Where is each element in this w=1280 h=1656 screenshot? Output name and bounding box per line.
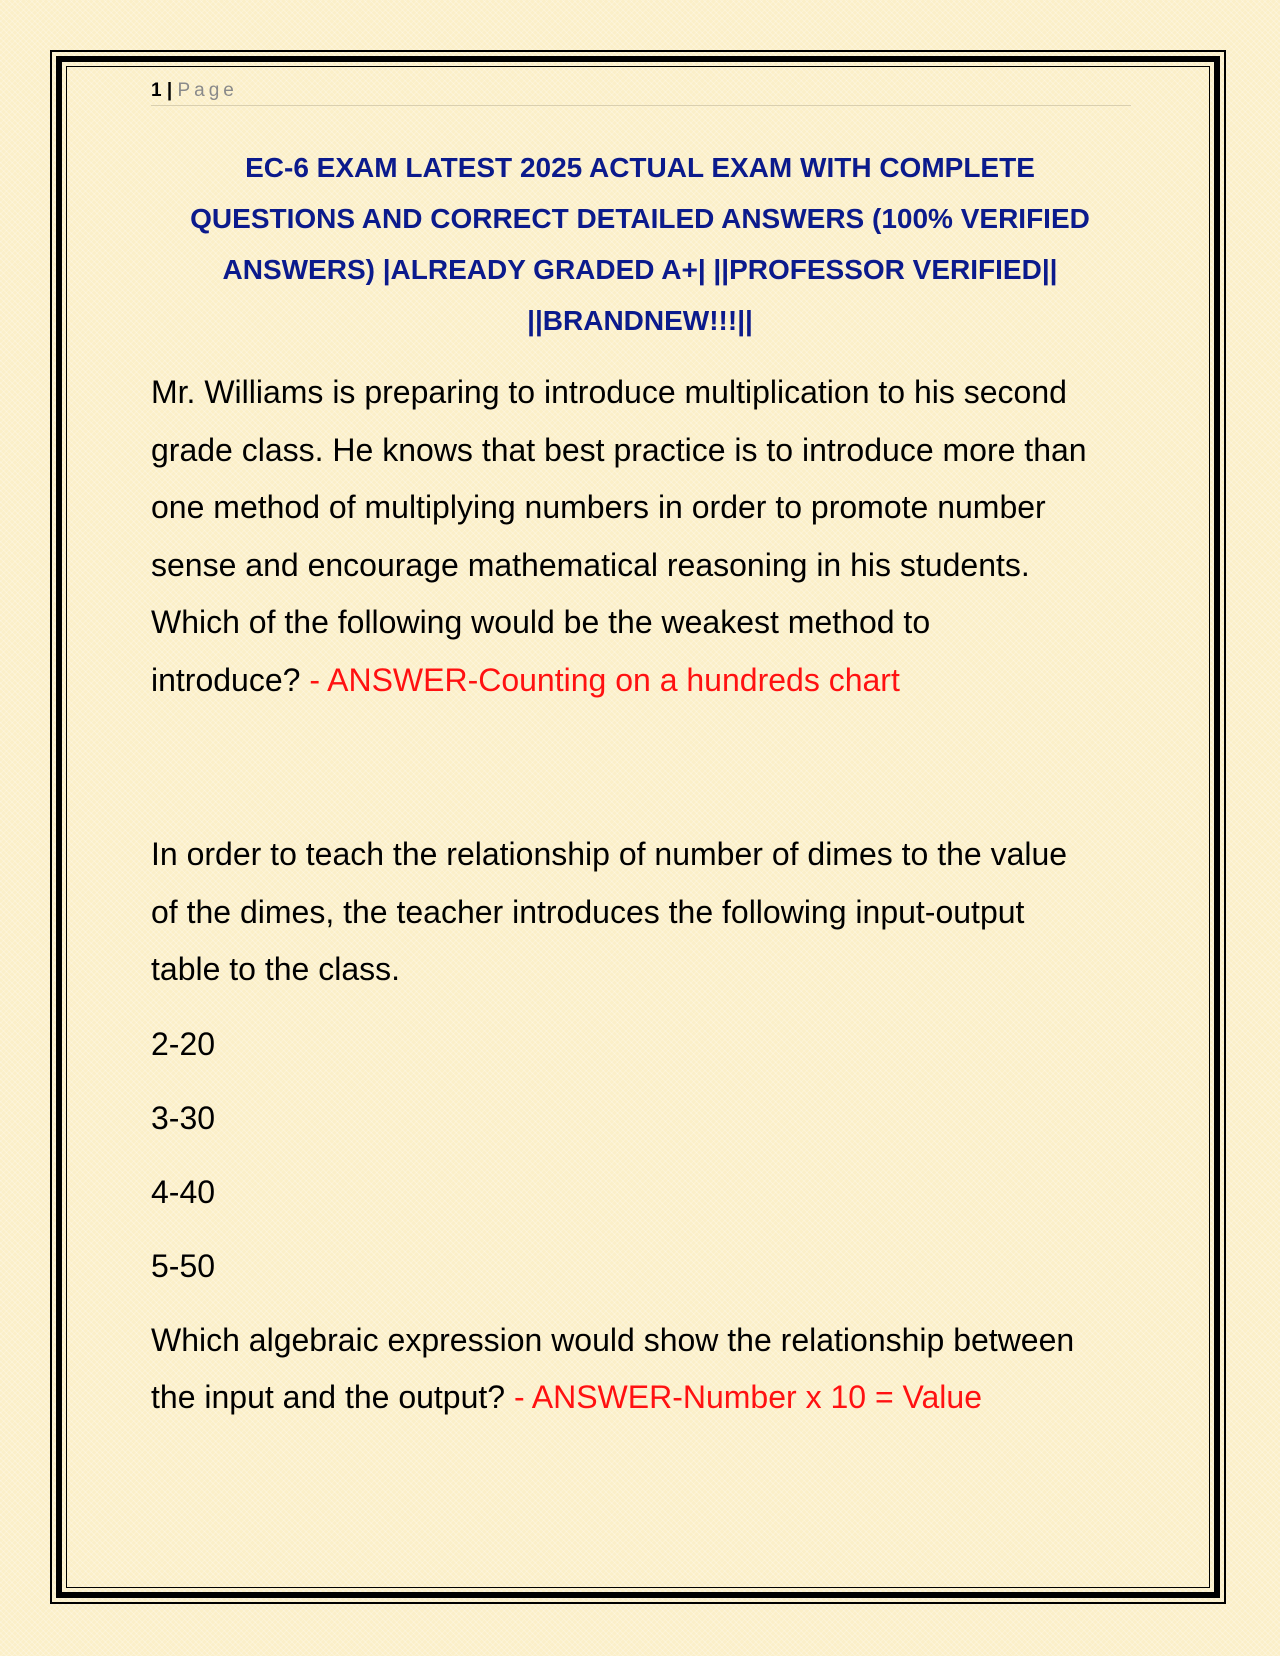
question-1-line: grade class. He knows that best practice is to introduce more than [151,431,1087,468]
title-line: QUESTIONS AND CORRECT DETAILED ANSWERS (100% VERIFIED [190,203,1090,234]
question-2-intro-line: of the dimes, the teacher introduces the following input-output [151,893,1025,930]
question-2-intro-line: table to the class. [151,951,401,987]
question-2 [151,826,1141,1427]
document-title [150,142,1130,346]
page-separator: | [166,80,173,101]
table-row: 3-30 [151,1099,216,1136]
question-2-intro-line: In order to teach the relationship of number of dimes to the value [151,836,1068,872]
page-header [151,79,1131,106]
question-2-line: Which algebraic expression would show the relationship between [151,1321,1075,1358]
document-body [151,364,1141,1427]
question-2-answer: - ANSWER-Number x 10 = Value [505,1379,982,1415]
page-number: 1 [151,80,162,101]
table-row: 4-40 [151,1173,216,1210]
table-row: 2-20 [151,1025,216,1062]
question-2-text-end: the input and the output? [151,1379,506,1415]
title-line: ||BRANDNEW!!!|| [527,305,753,336]
title-line: ANSWERS) |ALREADY GRADED A+| ||PROFESSOR VERIFIED|| [222,254,1058,285]
question-1-answer: - ANSWER-Counting on a hundreds chart [300,661,900,698]
title-line: EC-6 EXAM LATEST 2025 ACTUAL EXAM WITH COMPLETE [245,152,1035,183]
question-1-line: Which of the following would be the weakest method to [151,604,931,640]
question-2-last-line [151,1369,1141,1427]
question-1-text-end: introduce? [151,661,301,698]
question-1-line: sense and encourage mathematical reasoning in his students. [151,546,1030,583]
question-1 [151,364,1141,709]
question-1-line: Mr. Williams is preparing to introduce multiplication to his second [151,374,1067,410]
table-row: 5-50 [151,1247,216,1284]
question-1-line: one method of multiplying numbers in order to promote number [151,489,1046,525]
question-1-last-line [151,652,1141,710]
page-word: Page [177,80,238,101]
